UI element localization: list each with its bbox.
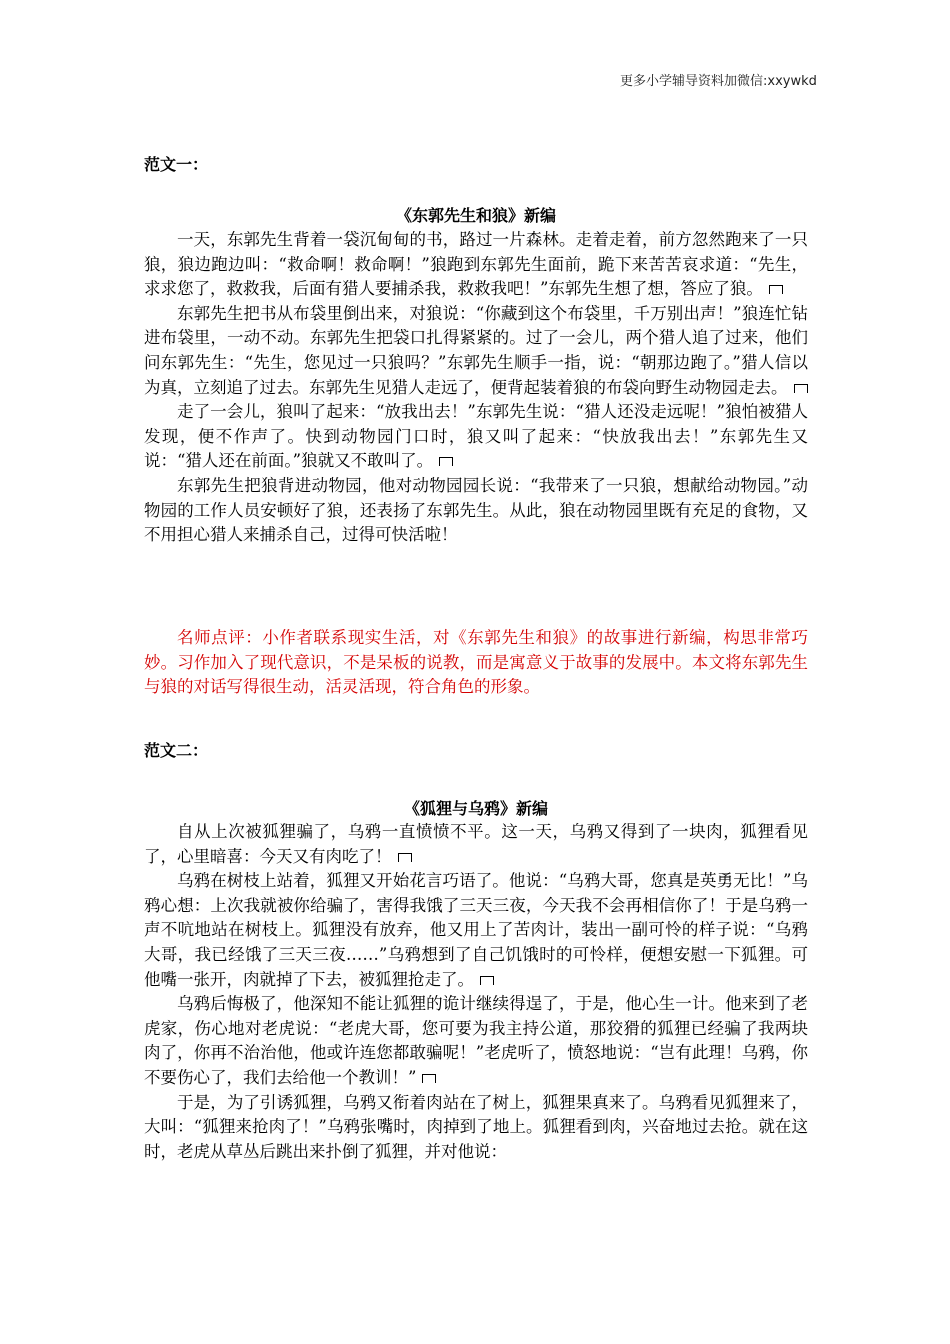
paragraph-mark-icon	[769, 285, 783, 294]
sample2-body	[144, 820, 808, 1164]
paragraph-mark-icon	[398, 853, 412, 862]
sample1-body	[144, 228, 808, 548]
sample1-paragraph: 一天，东郭先生背着一袋沉甸甸的书，路过一片森林。走着走着，前方忽然跑来了一只狼，狼边跑边叫：“救命啊！救命啊！”狼跑到东郭先生面前，跪下来苦苦哀求道：“先生，求求您了，救救我，后面有猎人要捕杀我，救救我吧！”东郭先生想了想，答应了狼。	[144, 230, 808, 299]
paragraph-mark-icon	[422, 1074, 436, 1083]
sample2-paragraph: 乌鸦后悔极了，他深知不能让狐狸的诡计继续得逞了，于是，他心生一计。他来到了老虎家，伤心地对老虎说：“老虎大哥，您可要为我主持公道，那狡猾的狐狸已经骗了我两块肉了，你再不治治他，他或许连您都敢骗呢！”老虎听了，愤怒地说：“岂有此理！乌鸦，你不要伤心了，我们去给他一个教训！”	[144, 994, 808, 1087]
sample2-paragraph: 自从上次被狐狸骗了，乌鸦一直愤愤不平。这一天，乌鸦又得到了一块肉，狐狸看见了，心里暗喜：今天又有肉吃了！	[144, 822, 808, 866]
paragraph-mark-icon	[794, 384, 808, 393]
sample1-label: 范文一：	[144, 155, 209, 174]
sample2-title: 《狐狸与乌鸦》新编	[403, 799, 548, 818]
sample1-title: 《东郭先生和狼》新编	[395, 206, 556, 225]
sample2-label: 范文二：	[144, 741, 209, 760]
sample1-paragraph: 东郭先生把狼背进动物园，他对动物园园长说：“我带来了一只狼，想献给动物园。”动物园的工作人员安顿好了狼，还表扬了东郭先生。从此，狼在动物园里既有充足的食物，又不用担心猎人来捕杀自己，过得可快活啦！	[144, 475, 808, 545]
teacher-comment: 名师点评：小作者联系现实生活，对《东郭先生和狼》的故事进行新编，构思非常巧妙。习作加入了现代意识，不是呆板的说教，而是寓意义于故事的发展中。本文将东郭先生与狼的对话写得很生动，活灵活现，符合角色的形象。	[144, 628, 808, 697]
paragraph-mark-icon	[439, 457, 453, 466]
sample1-comment	[144, 626, 808, 700]
sample1-paragraph: 走了一会儿，狼叫了起来：“放我出去！”东郭先生说：“猎人还没走远呢！”狼怕被猎人发现，便不作声了。快到动物园门口时，狼又叫了起来：“快放我出去！”东郭先生又说：“猎人还在前面。”狼就又不敢叫了。	[144, 402, 808, 471]
sample2-paragraph: 于是，为了引诱狐狸，乌鸦又衔着肉站在了树上，狐狸果真来了。乌鸦看见狐狸来了，大叫：“狐狸来抢肉了！”乌鸦张嘴时，肉掉到了地上。狐狸看到肉，兴奋地过去抢。就在这时，老虎从草丛后跳出来扑倒了狐狸，并对他说：	[144, 1092, 808, 1161]
sample2-paragraph: 乌鸦在树枝上站着，狐狸又开始花言巧语了。他说：“乌鸦大哥，您真是英勇无比！”乌鸦心想：上次我就被你给骗了，害得我饿了三天三夜，今天我不会再相信你了！于是乌鸦一声不吭地站在树枝上。狐狸没有放弃，他又用上了苦肉计，装出一副可怜的样子说：“乌鸦大哥，我已经饿了三天三夜……”乌鸦想到了自己饥饿时的可怜样，便想安慰一下狐狸。可他嘴一张开，肉就掉了下去，被狐狸抢走了。	[144, 871, 808, 989]
paragraph-mark-icon	[480, 976, 494, 985]
sample1-paragraph: 东郭先生把书从布袋里倒出来，对狼说：“你藏到这个布袋里，千万别出声！”狼连忙钻进布袋里，一动不动。东郭先生把袋口扎得紧紧的。过了一会儿，两个猎人追了过来，他们问东郭先生：“先生，您见过一只狼吗？”东郭先生顺手一指，说：“朝那边跑了。”猎人信以为真，立刻追了过去。东郭先生见猎人走远了，便背起装着狼的布袋向野生动物园走去。	[144, 303, 808, 397]
header-note: 更多小学辅导资料加微信:xxywkd	[620, 74, 817, 89]
